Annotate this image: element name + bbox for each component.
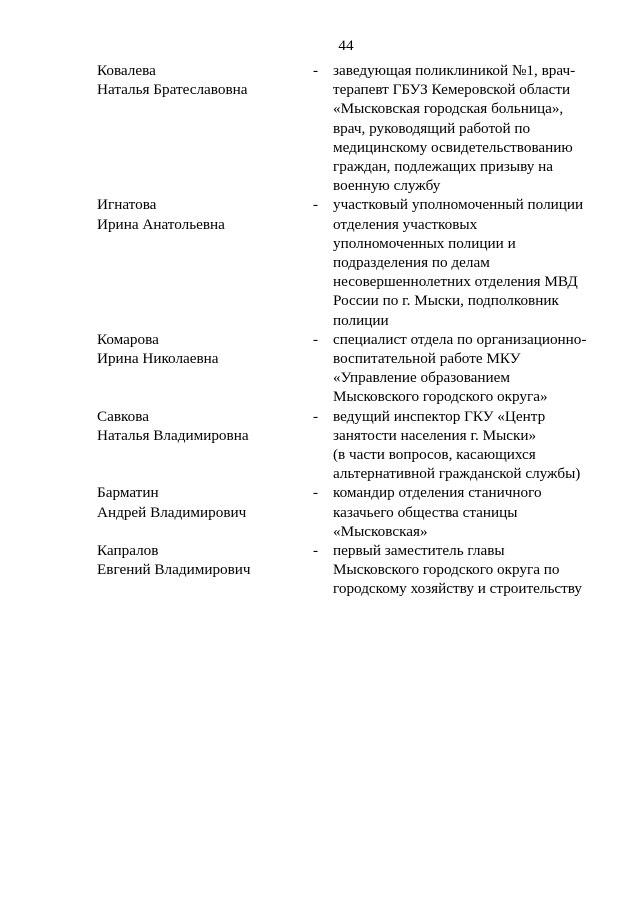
separator-dash: - (313, 196, 319, 214)
position-line: отделения участковых (333, 215, 478, 233)
position-line: граждан, подлежащих призыву на (333, 158, 553, 176)
member-given-names: Ирина Николаевна (97, 350, 219, 368)
position-line: занятости населения г. Мыски» (333, 426, 537, 444)
position-line: подразделения по делам (333, 254, 490, 272)
member-surname: Игнатова (97, 196, 157, 214)
member-position (333, 407, 595, 484)
member-name (97, 407, 313, 484)
position-line: альтернативной гражданской службы) (333, 465, 581, 483)
members-list (97, 61, 597, 599)
position-line: «Мысковская» (333, 522, 428, 540)
position-line: (в части вопросов, касающихся (333, 446, 536, 464)
position-line: воспитательной работе МКУ (333, 350, 521, 368)
position-line: «Мысковская городская больница», (333, 100, 564, 118)
position-line: казачьего общества станицы (333, 503, 518, 521)
position-line: заведующая поликлиникой №1, врач- (333, 62, 576, 79)
member-entry (97, 330, 597, 407)
member-position (333, 61, 595, 195)
position-line: ведущий инспектор ГКУ «Центр (333, 407, 546, 425)
member-name (97, 330, 313, 407)
position-line: военную службу (333, 177, 441, 195)
member-name (97, 195, 313, 329)
position-line: полиции (333, 311, 389, 329)
member-entry (97, 195, 597, 329)
separator-dash: - (313, 542, 319, 560)
member-surname: Капралов (97, 542, 159, 560)
position-line: России по г. Мыски, подполковник (333, 292, 559, 310)
member-entry (97, 407, 597, 484)
member-surname: Савкова (97, 407, 149, 425)
member-surname: Барматин (97, 484, 159, 502)
separator-dash: - (313, 62, 319, 79)
member-given-names: Наталья Братеславовна (97, 81, 248, 99)
member-surname: Комарова (97, 330, 159, 348)
member-entry (97, 483, 597, 541)
position-line: городскому хозяйству и строительству (333, 580, 583, 598)
position-line: уполномоченных полиции и (333, 234, 516, 252)
position-line: командир отделения станичного (333, 484, 542, 502)
member-position (333, 483, 595, 541)
member-position (333, 330, 595, 407)
member-position (333, 541, 595, 599)
member-position (333, 195, 595, 329)
position-line: Мысковского городского округа» (333, 388, 548, 406)
separator-dash: - (313, 484, 319, 502)
position-line: медицинскому освидетельствованию (333, 138, 573, 156)
member-surname: Ковалева (97, 62, 156, 79)
page-number: 44 (338, 37, 354, 54)
member-given-names: Наталья Владимировна (97, 426, 249, 444)
separator-dash: - (313, 330, 319, 348)
member-name (97, 541, 313, 599)
position-line: участковый уполномоченный полиции (333, 196, 584, 214)
separator-dash: - (313, 407, 319, 425)
position-line: врач, руководящий работой по (333, 119, 531, 137)
member-given-names: Ирина Анатольевна (97, 215, 225, 233)
member-given-names: Андрей Владимирович (97, 503, 247, 521)
position-line: «Управление образованием (333, 369, 511, 387)
position-line: Мысковского городского округа по (333, 561, 560, 579)
member-entry (97, 541, 597, 599)
position-line: несовершеннолетних отделения МВД (333, 273, 578, 291)
member-name (97, 483, 313, 541)
member-name (97, 61, 313, 195)
position-line: специалист отдела по организационно- (333, 330, 587, 348)
member-entry (97, 61, 597, 195)
member-given-names: Евгений Владимирович (97, 561, 251, 579)
position-line: первый заместитель главы (333, 542, 505, 560)
position-line: терапевт ГБУЗ Кемеровской области (333, 81, 571, 99)
